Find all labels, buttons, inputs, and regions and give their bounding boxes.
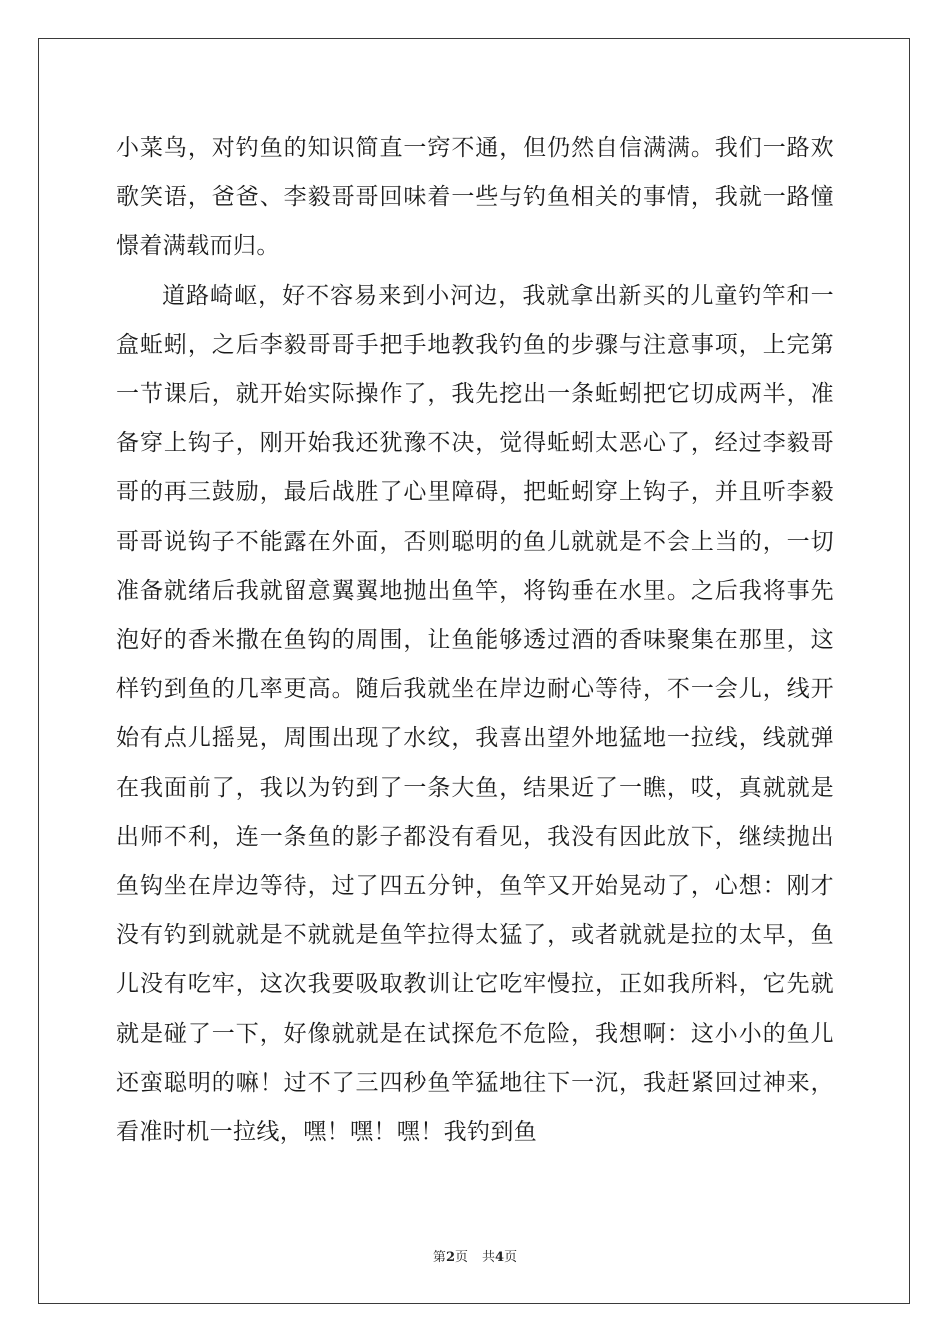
total-pages: 4 — [495, 1250, 505, 1265]
paragraph-1: 小菜鸟，对钓鱼的知识简直一窍不通，但仍然自信满满。我们一路欢歌笑语，爸爸、李毅哥哥回味着一些与钓鱼相关的事情，我就一路憧憬着满载而归。 — [116, 135, 834, 260]
document-body — [116, 124, 834, 1157]
paragraph-2: 道路崎岖，好不容易来到小河边，我就拿出新买的儿童钓竿和一盒蚯蚓，之后李毅哥哥手把手地教我钓鱼的步骤与注意事项，上完第一节课后，就开始实际操作了，我先挖出一条蚯蚓把它切成两半，准备穿上钩子，刚开始我还犹豫不决，觉得蚯蚓太恶心了，经过李毅哥哥的再三鼓励，最后战胜了心里障碍，把蚯蚓穿上钩子，并且听李毅哥哥说钩子不能露在外面，否则聪明的鱼儿就就是不会上当的，一切准备就绪后我就留意翼翼地抛出鱼竿，将钩垂在水里。之后我将事先泡好的香米撒在鱼钩的周围，让鱼能够透过酒的香味聚集在那里，这样钓到鱼的几率更高。随后我就坐在岸边耐心等待，不一会儿，线开始有点儿摇晃，周围出现了水纹，我喜出望外地猛地一拉线，线就弹在我面前了，我以为钓到了一条大鱼，结果近了一瞧，哎，真就就是出师不利，连一条鱼的影子都没有看见，我没有因此放下，继续抛出鱼钩坐在岸边等待，过了四五分钟，鱼竿又开始晃动了，心想：刚才没有钓到就就是不就就是鱼竿拉得太猛了，或者就就是拉的太早，鱼儿没有吃牢，这次我要吸取教训让它吃牢慢拉，正如我所料，它先就就是碰了一下，好像就就是在试探危不危险，我想啊：这小小的鱼儿还蛮聪明的嘛！过不了三四秒鱼竿猛地往下一沉，我赶紧回过神来，看准时机一拉线，嘿！嘿！嘿！我钓到鱼 — [116, 282, 834, 1146]
total-prefix: 共 — [482, 1250, 496, 1265]
page-prefix: 第 — [432, 1250, 446, 1265]
page-footer — [0, 1249, 950, 1267]
total-suffix: 页 — [504, 1250, 518, 1265]
page-number: 2 — [445, 1250, 455, 1265]
page-suffix: 页 — [454, 1250, 468, 1265]
